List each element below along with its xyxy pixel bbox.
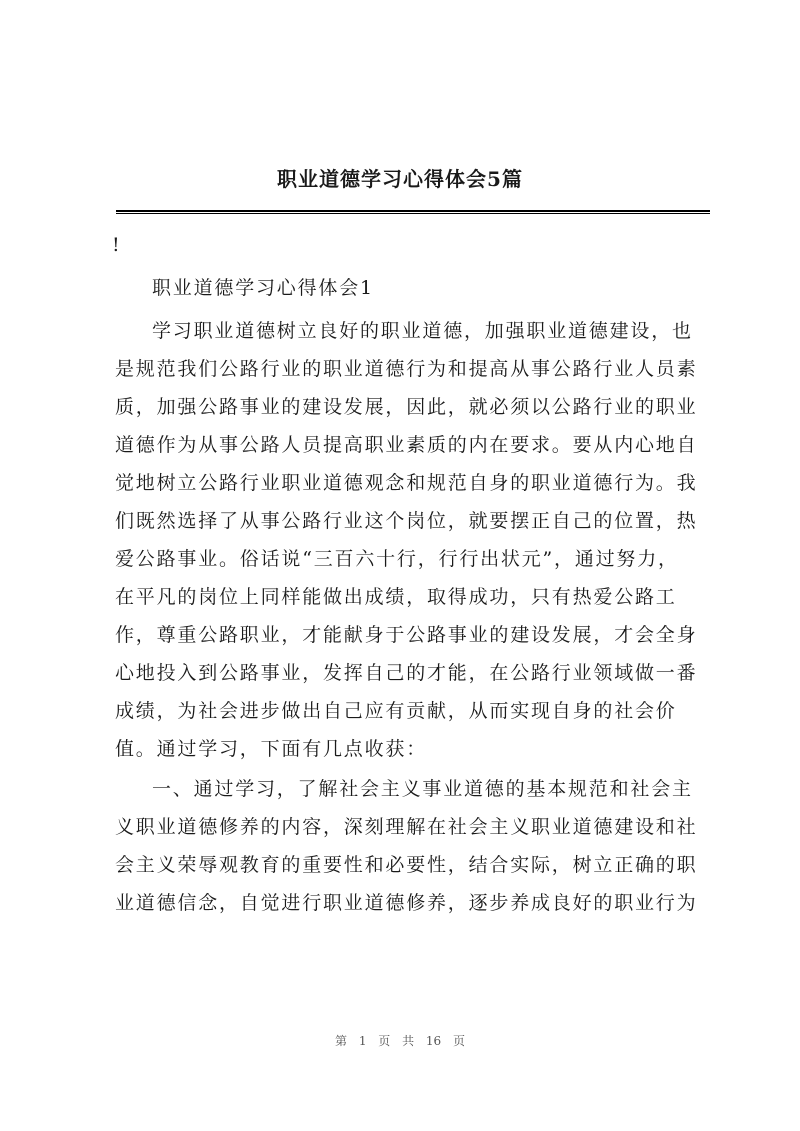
page-footer: 第 1 页 共 16 页 — [335, 1034, 465, 1048]
body-line: 义职业道德修养的内容，深刻理解在社会主义职业道德建设和社 — [115, 816, 698, 838]
body-line: 成绩，为社会进步做出自己应有贡献，从而实现自身的社会价 — [115, 700, 677, 722]
document-title: 职业道德学习心得体会5篇 — [277, 167, 523, 191]
body-line: 们既然选择了从事公路行业这个岗位，就要摆正自己的位置，热 — [115, 510, 698, 532]
body-line: 学习职业道德树立良好的职业道德，加强职业道德建设，也 — [152, 320, 693, 342]
exclamation-mark: ! — [112, 234, 120, 256]
body-line: 值。通过学习，下面有几点收获： — [115, 738, 428, 760]
body-line: 在平凡的岗位上同样能做出成绩，取得成功，只有热爱公路工 — [115, 586, 677, 608]
body-line: 业道德信念，自觉进行职业道德修养，逐步养成良好的职业行为 — [115, 892, 698, 914]
title-rule-thick — [116, 210, 710, 212]
body-line: 道德作为从事公路人员提高职业素质的内在要求。要从内心地自 — [115, 434, 698, 456]
body-line: 心地投入到公路事业，发挥自己的才能，在公路行业领域做一番 — [115, 662, 698, 684]
body-line: 觉地树立公路行业职业道德观念和规范自身的职业道德行为。我 — [115, 472, 698, 494]
body-line: 会主义荣辱观教育的重要性和必要性，结合实际，树立正确的职 — [115, 854, 698, 876]
body-line: 爱公路事业。俗话说“三百六十行，行行出状元”，通过努力， — [115, 548, 679, 570]
body-line: 质，加强公路事业的建设发展，因此，就必须以公路行业的职业 — [115, 396, 698, 418]
body-line: 是规范我们公路行业的职业道德行为和提高从事公路行业人员素 — [115, 358, 698, 380]
body-line: 一、通过学习，了解社会主义事业道德的基本规范和社会主 — [152, 778, 693, 800]
body-line: 作，尊重公路职业，才能献身于公路事业的建设发展，才会全身 — [115, 624, 698, 646]
title-rule-thin — [116, 213, 710, 214]
section-heading: 职业道德学习心得体会1 — [152, 277, 374, 299]
